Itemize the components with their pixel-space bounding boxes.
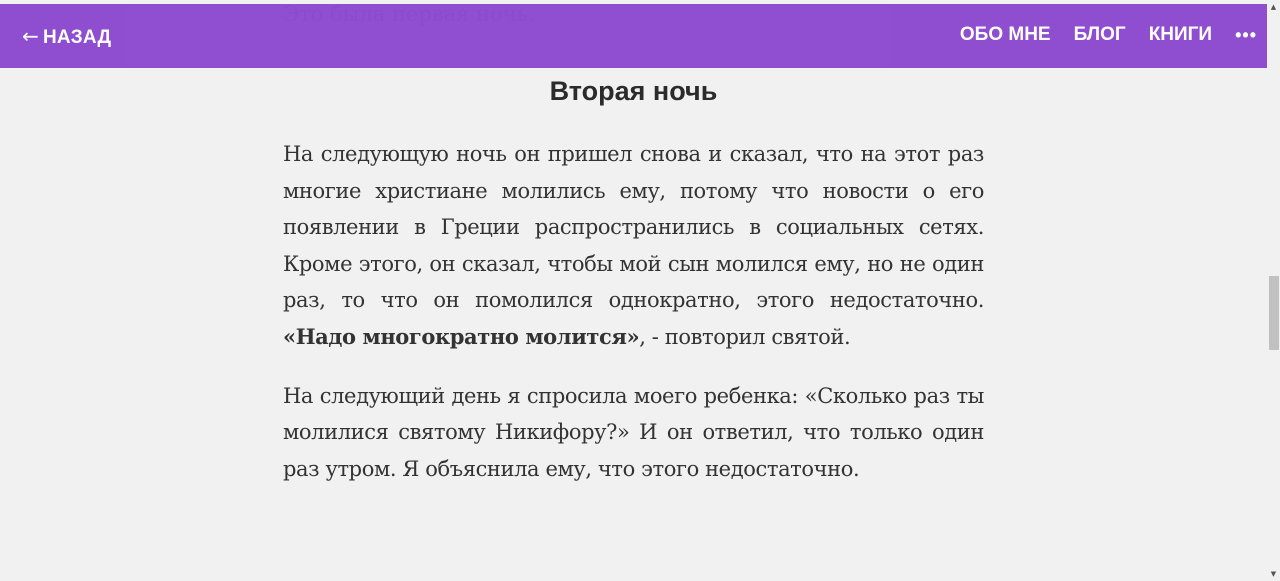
vertical-scrollbar[interactable] <box>1267 0 1280 581</box>
back-label: НАЗАД <box>42 27 112 48</box>
top-navigation-bar <box>0 4 1267 68</box>
bold-quote: «Надо многократно молится» <box>283 323 640 349</box>
main-nav <box>937 24 1257 46</box>
arrow-left-icon: ← <box>22 24 39 48</box>
nav-item-blog[interactable]: БЛОГ <box>1073 24 1126 45</box>
section-heading: Вторая ночь <box>549 76 718 106</box>
scroll-down-icon[interactable]: ▼ <box>1270 570 1277 578</box>
article-paragraph <box>283 136 984 356</box>
more-menu-icon[interactable]: ••• <box>1235 24 1257 45</box>
paragraph-text: На следующую ночь он пришел снова и сказал, что на этот раз многие христиане молились ему, потому что новости о его появлении в Греции распространились в социальных сетях. Кроме этого, он сказал, чтобы мой сын молился ему, но не один раз, то что он помолился однократно, этого недостаточно. <box>283 142 984 313</box>
back-link[interactable] <box>22 24 111 49</box>
paragraph-text-end: , - повторил святой. <box>639 324 851 349</box>
nav-item-books[interactable]: КНИГИ <box>1148 24 1213 45</box>
scroll-thumb[interactable] <box>1269 276 1279 350</box>
article-paragraph-2: На следующий день я спросила моего ребенка: «Сколько раз ты молилися святому Никифору?» И он ответил, что только один раз утром. Я объяснила ему, что этого недостаточно. <box>283 383 984 481</box>
article-content <box>283 72 984 509</box>
nav-item-about[interactable]: ОБО МНЕ <box>959 24 1051 45</box>
scroll-up-icon[interactable]: ▲ <box>1270 3 1277 11</box>
